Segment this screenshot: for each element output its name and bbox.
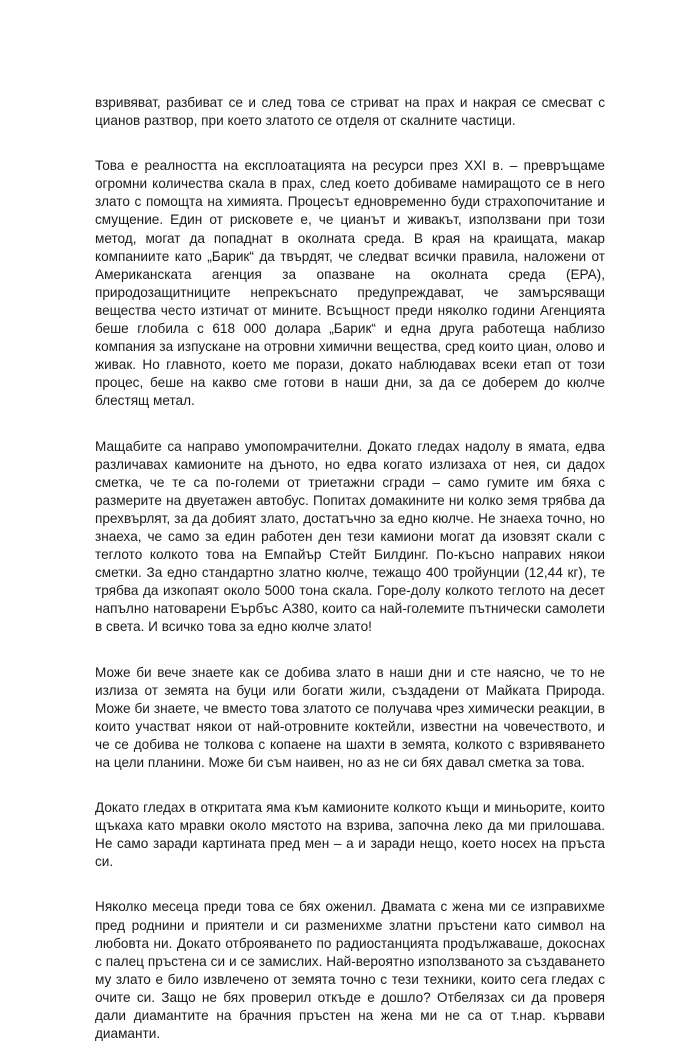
paragraph-5: Докато гледах в откритата яма към камионите колкото къщи и миньорите, които щъкаха като мравки около мястото на взрива, започна леко да ми прилошава. Не само заради картината пред мен – а и заради нещо, което носех на пръста си.	[95, 800, 605, 870]
paragraph-1: взривяват, разбиват се и след това се стриват на прах и накрая се смесват с цианов разтвор, при което златото се отделя от скалните частици.	[95, 95, 605, 129]
paragraph-4: Може би вече знаете как се добива злато в наши дни и сте наясно, че то не излиза от земята на буци или богати жили, създадени от Майката Природа. Може би знаете, че вместо това златото се получава чрез химически реакции, в които участват някои от най-отровните коктейли, известни на човечеството, и че се добива не толкова с копаене на шахти в земята, колкото с взривяването на цели планини. Може би съм наивен, но аз не си бях давал сметка за това.	[95, 664, 605, 770]
paragraph-6: Няколко месеца преди това се бях оженил. Двамата с жена ми се изправихме пред роднини и приятели и си разменихме златни пръстени като символ на любовта ни. Докато отброяването по радиостанцията продължаваше, докоснах с палец пръстена си и се замислих. Най-вероятно използваното за създаването му злато е било извлечено от земята точно с тези техники, които сега гледах с очите си. Защо не бях проверил откъде е дошло? Отбелязах си да проверя дали диамантите на брачния пръстен на жена ми не са от т.нар. кървави диаманти.	[95, 899, 605, 1042]
paragraph-2: Това е реалността на експлоатацията на ресурси през XXI в. – превръщаме огромни количества скала в прах, след което добиваме намиращото се в него злато с помощта на химията. Процесът едновременно буди страхопочитание и смущение. Един от рисковете е, че цианът и живакът, използвани при този метод, могат да попаднат в околната среда. В края на краищата, макар компаниите като „Барик“ да твърдят, че следват всички правила, наложени от Американската агенция за опазване на околната среда (EPA), природозащитниците непрекъснато предупреждават, че замърсяващи вещества често изтичат от мините. Всъщност преди няколко години Агенцията беше глобила с 618 000 долара „Барик“ и една друга работеща наблизо компания за изпускане на отровни химични вещества, сред които циан, олово и живак. Но главното, което ме порази, докато наблюдавах всеки етап от този процес, беше на какво сме готови в наши дни, за да се доберем до кюлче блестящ метал.	[95, 158, 605, 409]
paragraph-3: Мащабите са направо умопомрачителни. Докато гледах надолу в ямата, едва различавах камионите на дъното, но едва когато излизаха от нея, си дадох сметка, че те са по-големи от триетажни сгради – само гумите им бяха с размерите на двуетажен автобус. Попитах домакините ни колко земя трябва да прехвърлят, за да добият злато, достатъчно за едно кюлче. Не знаеха точно, но знаеха, че само за един работен ден тези камиони могат да изовзят скали с теглото колкото това на Емпайър Стейт Билдинг. По-късно направих някои сметки. За едно стандартно златно кюлче, тежащо 400 тройунции (12,44 кг), те трябва да изкопаят около 5000 тона скала. Горе-долу колкото теглото на десет напълно натоварени Еърбъс A380, които са най-големите пътнически самолети в света. И всичко това за едно кюлче злато!	[95, 438, 605, 635]
